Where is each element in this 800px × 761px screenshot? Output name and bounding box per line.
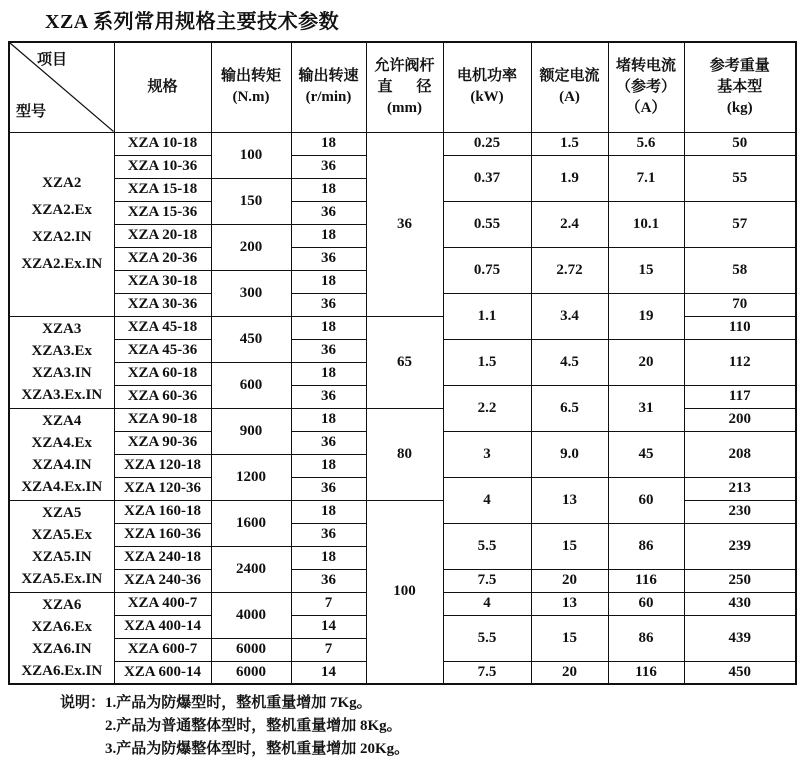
- spec-cell: XZA 60-36: [114, 385, 211, 408]
- model-group-cell: XZA3 XZA3.Ex XZA3.IN XZA3.Ex.IN: [9, 316, 114, 408]
- locked-current-cell: 20: [608, 339, 684, 385]
- header-corner-model-label: 型号: [16, 103, 47, 120]
- motor-power-cell: 4: [443, 477, 531, 523]
- speed-cell: 36: [291, 339, 366, 362]
- rated-current-cell: 20: [531, 569, 608, 592]
- notes: [60, 692, 800, 761]
- speed-cell: 7: [291, 638, 366, 661]
- table-row: [9, 132, 796, 155]
- torque-cell: 900: [211, 408, 291, 454]
- speed-cell: 36: [291, 523, 366, 546]
- spec-cell: XZA 15-18: [114, 178, 211, 201]
- notes-items: [105, 692, 409, 761]
- motor-power-cell: 7.5: [443, 661, 531, 684]
- weight-cell: 239: [684, 523, 796, 569]
- spec-cell: XZA 120-18: [114, 454, 211, 477]
- weight-cell: 430: [684, 592, 796, 615]
- speed-cell: 36: [291, 431, 366, 454]
- speed-cell: 14: [291, 615, 366, 638]
- speed-cell: 18: [291, 132, 366, 155]
- locked-current-cell: 60: [608, 477, 684, 523]
- page-title: XZA 系列常用规格主要技术参数: [45, 11, 340, 33]
- torque-cell: 100: [211, 132, 291, 178]
- torque-cell: 1600: [211, 500, 291, 546]
- weight-cell: 213: [684, 477, 796, 500]
- spec-cell: XZA 400-7: [114, 592, 211, 615]
- speed-cell: 36: [291, 293, 366, 316]
- motor-power-cell: 0.75: [443, 247, 531, 293]
- header-spec: 规格: [114, 42, 211, 132]
- stem-diameter-cell: 36: [366, 132, 443, 316]
- speed-cell: 18: [291, 362, 366, 385]
- motor-power-cell: 3: [443, 431, 531, 477]
- header-corner-cell: [9, 42, 114, 132]
- header-motor-power: 电机功率 (kW): [443, 42, 531, 132]
- spec-cell: XZA 30-36: [114, 293, 211, 316]
- weight-cell: 117: [684, 385, 796, 408]
- torque-cell: 1200: [211, 454, 291, 500]
- weight-cell: 450: [684, 661, 796, 684]
- spec-cell: XZA 30-18: [114, 270, 211, 293]
- speed-cell: 36: [291, 247, 366, 270]
- note-line: 2.产品为普通整体型时，整机重量增加 8Kg。: [105, 718, 402, 734]
- spec-cell: XZA 15-36: [114, 201, 211, 224]
- motor-power-cell: 0.37: [443, 155, 531, 201]
- motor-power-cell: 1.5: [443, 339, 531, 385]
- model-group-cell: XZA5 XZA5.Ex XZA5.IN XZA5.Ex.IN: [9, 500, 114, 592]
- locked-current-cell: 7.1: [608, 155, 684, 201]
- rated-current-cell: 20: [531, 661, 608, 684]
- rated-current-cell: 2.4: [531, 201, 608, 247]
- spec-cell: XZA 10-36: [114, 155, 211, 178]
- model-group-cell: XZA6 XZA6.Ex XZA6.IN XZA6.Ex.IN: [9, 592, 114, 684]
- spec-cell: XZA 160-36: [114, 523, 211, 546]
- weight-cell: 57: [684, 201, 796, 247]
- weight-cell: 55: [684, 155, 796, 201]
- spec-cell: XZA 120-36: [114, 477, 211, 500]
- stem-diameter-cell: 80: [366, 408, 443, 500]
- rated-current-cell: 1.5: [531, 132, 608, 155]
- header-torque: 输出转矩 (N.m): [211, 42, 291, 132]
- motor-power-cell: 7.5: [443, 569, 531, 592]
- rated-current-cell: 13: [531, 592, 608, 615]
- torque-cell: 6000: [211, 661, 291, 684]
- torque-cell: 4000: [211, 592, 291, 638]
- spec-table: [8, 41, 797, 685]
- motor-power-cell: 2.2: [443, 385, 531, 431]
- speed-cell: 7: [291, 592, 366, 615]
- header-stem-diameter: 允许阀杆 直 径 (mm): [366, 42, 443, 132]
- rated-current-cell: 6.5: [531, 385, 608, 431]
- weight-cell: 112: [684, 339, 796, 385]
- weight-cell: 250: [684, 569, 796, 592]
- spec-cell: XZA 10-18: [114, 132, 211, 155]
- rated-current-cell: 13: [531, 477, 608, 523]
- speed-cell: 36: [291, 155, 366, 178]
- motor-power-cell: 5.5: [443, 523, 531, 569]
- stem-diameter-cell: 65: [366, 316, 443, 408]
- locked-current-cell: 19: [608, 293, 684, 339]
- locked-current-cell: 86: [608, 523, 684, 569]
- spec-cell: XZA 240-36: [114, 569, 211, 592]
- spec-cell: XZA 20-18: [114, 224, 211, 247]
- spec-cell: XZA 45-36: [114, 339, 211, 362]
- spec-cell: XZA 90-36: [114, 431, 211, 454]
- weight-cell: 230: [684, 500, 796, 523]
- header-rated-current: 额定电流 (A): [531, 42, 608, 132]
- motor-power-cell: 0.25: [443, 132, 531, 155]
- note-line: 1.产品为防爆型时，整机重量增加 7Kg。: [105, 695, 372, 711]
- weight-cell: 58: [684, 247, 796, 293]
- rated-current-cell: 9.0: [531, 431, 608, 477]
- torque-cell: 600: [211, 362, 291, 408]
- spec-cell: XZA 600-14: [114, 661, 211, 684]
- rated-current-cell: 2.72: [531, 247, 608, 293]
- locked-current-cell: 60: [608, 592, 684, 615]
- torque-cell: 2400: [211, 546, 291, 592]
- speed-cell: 18: [291, 454, 366, 477]
- locked-current-cell: 15: [608, 247, 684, 293]
- spec-cell: XZA 240-18: [114, 546, 211, 569]
- weight-cell: 70: [684, 293, 796, 316]
- rated-current-cell: 15: [531, 523, 608, 569]
- speed-cell: 14: [291, 661, 366, 684]
- stem-diameter-cell: 100: [366, 500, 443, 684]
- speed-cell: 18: [291, 224, 366, 247]
- note-line: 3.产品为防爆整体型时，整机重量增加 20Kg。: [105, 741, 410, 757]
- speed-cell: 18: [291, 316, 366, 339]
- speed-cell: 18: [291, 178, 366, 201]
- spec-cell: XZA 600-7: [114, 638, 211, 661]
- header-locked-current: 堵转电流 （参考） （A）: [608, 42, 684, 132]
- rated-current-cell: 4.5: [531, 339, 608, 385]
- header-stem-line2: 直 径: [377, 78, 432, 95]
- locked-current-cell: 5.6: [608, 132, 684, 155]
- motor-power-cell: 0.55: [443, 201, 531, 247]
- speed-cell: 36: [291, 477, 366, 500]
- torque-cell: 450: [211, 316, 291, 362]
- rated-current-cell: 15: [531, 615, 608, 661]
- model-group-cell: XZA4 XZA4.Ex XZA4.IN XZA4.Ex.IN: [9, 408, 114, 500]
- weight-cell: 110: [684, 316, 796, 339]
- notes-label: 说明：: [60, 695, 106, 711]
- weight-cell: 439: [684, 615, 796, 661]
- speed-cell: 18: [291, 500, 366, 523]
- locked-current-cell: 116: [608, 569, 684, 592]
- page: [0, 5, 800, 757]
- spec-cell: XZA 45-18: [114, 316, 211, 339]
- spec-cell: XZA 60-18: [114, 362, 211, 385]
- spec-cell: XZA 20-36: [114, 247, 211, 270]
- rated-current-cell: 1.9: [531, 155, 608, 201]
- spec-cell: XZA 90-18: [114, 408, 211, 431]
- locked-current-cell: 31: [608, 385, 684, 431]
- weight-cell: 50: [684, 132, 796, 155]
- speed-cell: 36: [291, 201, 366, 224]
- header-weight: 参考重量 基本型 (kg): [684, 42, 796, 132]
- torque-cell: 150: [211, 178, 291, 224]
- locked-current-cell: 10.1: [608, 201, 684, 247]
- speed-cell: 36: [291, 385, 366, 408]
- speed-cell: 36: [291, 569, 366, 592]
- weight-cell: 200: [684, 408, 796, 431]
- rated-current-cell: 3.4: [531, 293, 608, 339]
- speed-cell: 18: [291, 546, 366, 569]
- motor-power-cell: 4: [443, 592, 531, 615]
- torque-cell: 300: [211, 270, 291, 316]
- header-row: [9, 42, 796, 132]
- header-corner-item-label: 项目: [37, 52, 68, 68]
- torque-cell: 200: [211, 224, 291, 270]
- weight-cell: 208: [684, 431, 796, 477]
- locked-current-cell: 86: [608, 615, 684, 661]
- motor-power-cell: 5.5: [443, 615, 531, 661]
- torque-cell: 6000: [211, 638, 291, 661]
- spec-cell: XZA 400-14: [114, 615, 211, 638]
- speed-cell: 18: [291, 270, 366, 293]
- locked-current-cell: 116: [608, 661, 684, 684]
- locked-current-cell: 45: [608, 431, 684, 477]
- model-group-cell: XZA2 XZA2.Ex XZA2.IN XZA2.Ex.IN: [9, 132, 114, 316]
- motor-power-cell: 1.1: [443, 293, 531, 339]
- spec-cell: XZA 160-18: [114, 500, 211, 523]
- header-speed: 输出转速 (r/min): [291, 42, 366, 132]
- speed-cell: 18: [291, 408, 366, 431]
